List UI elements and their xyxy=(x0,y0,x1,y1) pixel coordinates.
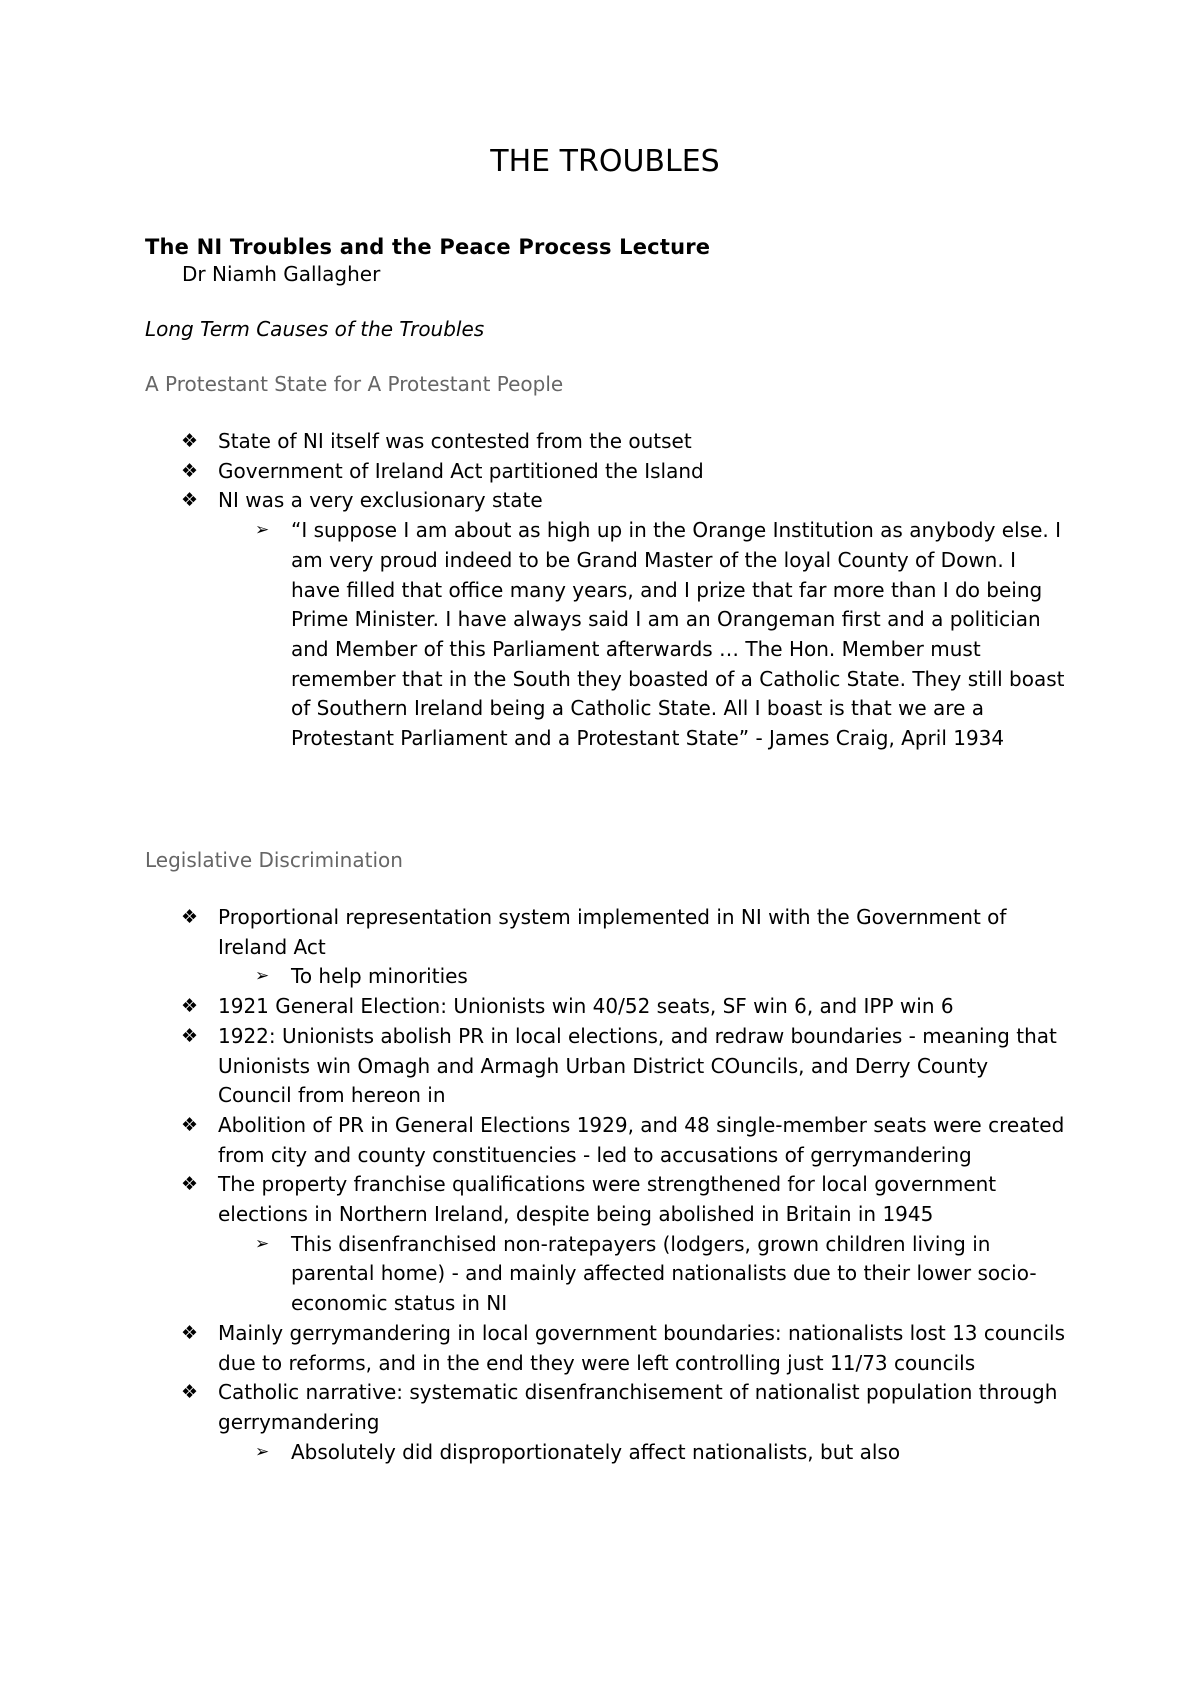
diamond-bullet-icon: ❖ xyxy=(181,1113,199,1136)
diamond-bullet-icon: ❖ xyxy=(181,459,199,482)
diamond-bullet-icon: ❖ xyxy=(181,1173,199,1196)
list-item-text: “I suppose I am about as high up in the Orange Institution as anybody else. I am very proud indeed to be Grand Master of the loyal County of Down. I have filled that office many years, and I prize that far more than I do being Prime Minister. I have always said I am an Orangeman first and a politician and Member of this Parliament afterwards … The Hon. Member must remember that in the South they boasted of a Catholic State. They still boast of Southern Ireland being a Catholic State. All I boast is that we are a Protestant Parliament and a Protestant State” - James Craig, April 1934 xyxy=(291,518,1065,751)
section-heading-legislative-discrimination: Legislative Discrimination xyxy=(145,848,403,872)
list-item-text: Absolutely did disproportionately affect nationalists, but also xyxy=(291,1439,901,1464)
list-item-text: 1922: Unionists abolish PR in local elections, and redraw boundaries - meaning that Unionists win Omagh and Armagh Urban District COuncils, and Derry County Council from hereon in xyxy=(218,1023,1057,1108)
list-item xyxy=(145,1438,1065,1468)
arrow-bullet-icon: ➢ xyxy=(255,520,270,541)
arrow-bullet-icon: ➢ xyxy=(255,1441,270,1462)
diamond-bullet-icon: ❖ xyxy=(181,489,199,512)
diamond-bullet-icon: ❖ xyxy=(181,1024,199,1047)
list-item-text: Catholic narrative: systematic disenfranchisement of nationalist population through gerrymandering xyxy=(218,1380,1058,1434)
diamond-bullet-icon: ❖ xyxy=(181,430,199,452)
list-item-text: To help minorities xyxy=(291,964,468,989)
diamond-bullet-icon: ❖ xyxy=(181,906,199,928)
list-item xyxy=(145,427,1065,457)
diamond-bullet-icon: ❖ xyxy=(181,1321,199,1344)
list-item xyxy=(145,1319,1065,1378)
arrow-bullet-icon: ➢ xyxy=(255,966,270,987)
list-item-text: 1921 General Election: Unionists win 40/52 seats, SF win 6, and IPP win 6 xyxy=(218,994,954,1019)
list-item xyxy=(145,486,1065,516)
arrow-bullet-icon: ➢ xyxy=(255,1233,270,1254)
list-item xyxy=(145,903,1065,962)
list-item xyxy=(145,1230,1065,1319)
list-item xyxy=(145,992,1065,1022)
document-title: THE TROUBLES xyxy=(490,144,720,179)
list-item xyxy=(145,1111,1065,1170)
list-item-text: Mainly gerrymandering in local government boundaries: nationalists lost 13 councils due to reforms, and in the end they were left controlling just 11/73 councils xyxy=(218,1320,1065,1375)
list-item-text: Government of Ireland Act partitioned the Island xyxy=(218,458,704,483)
list-item-text: This disenfranchised non-ratepayers (lodgers, grown children living in parental home) - and mainly affected nationalists due to their lower socio-economic status in NI xyxy=(291,1231,1037,1316)
list-item-text: The property franchise qualifications were strengthened for local government elections in Northern Ireland, despite being abolished in Britain in 1945 xyxy=(218,1172,997,1227)
list-item xyxy=(145,962,1065,992)
protestant-state-list xyxy=(145,427,1065,754)
list-item xyxy=(145,1022,1065,1111)
diamond-bullet-icon: ❖ xyxy=(181,995,199,1018)
lecturer-name: Dr Niamh Gallagher xyxy=(182,262,381,286)
list-item xyxy=(145,516,1065,754)
list-item xyxy=(145,1378,1065,1437)
list-item xyxy=(145,457,1065,487)
list-item-text: Abolition of PR in General Elections 1929, and 48 single-member seats were created from city and county constituencies - led to accusations of gerrymandering xyxy=(218,1112,1065,1167)
section-heading-protestant-state: A Protestant State for A Protestant People xyxy=(145,372,564,396)
legislative-discrimination-list xyxy=(145,903,1065,1467)
list-item-text: State of NI itself was contested from the outset xyxy=(218,429,692,453)
lecture-title: The NI Troubles and the Peace Process Lecture xyxy=(145,235,711,259)
list-item-text: Proportional representation system implemented in NI with the Government of Ireland Act xyxy=(218,905,1007,959)
diamond-bullet-icon: ❖ xyxy=(181,1381,199,1404)
list-item-text: NI was a very exclusionary state xyxy=(218,488,543,513)
section-heading-long-term-causes: Long Term Causes of the Troubles xyxy=(145,317,485,341)
list-item xyxy=(145,1170,1065,1229)
